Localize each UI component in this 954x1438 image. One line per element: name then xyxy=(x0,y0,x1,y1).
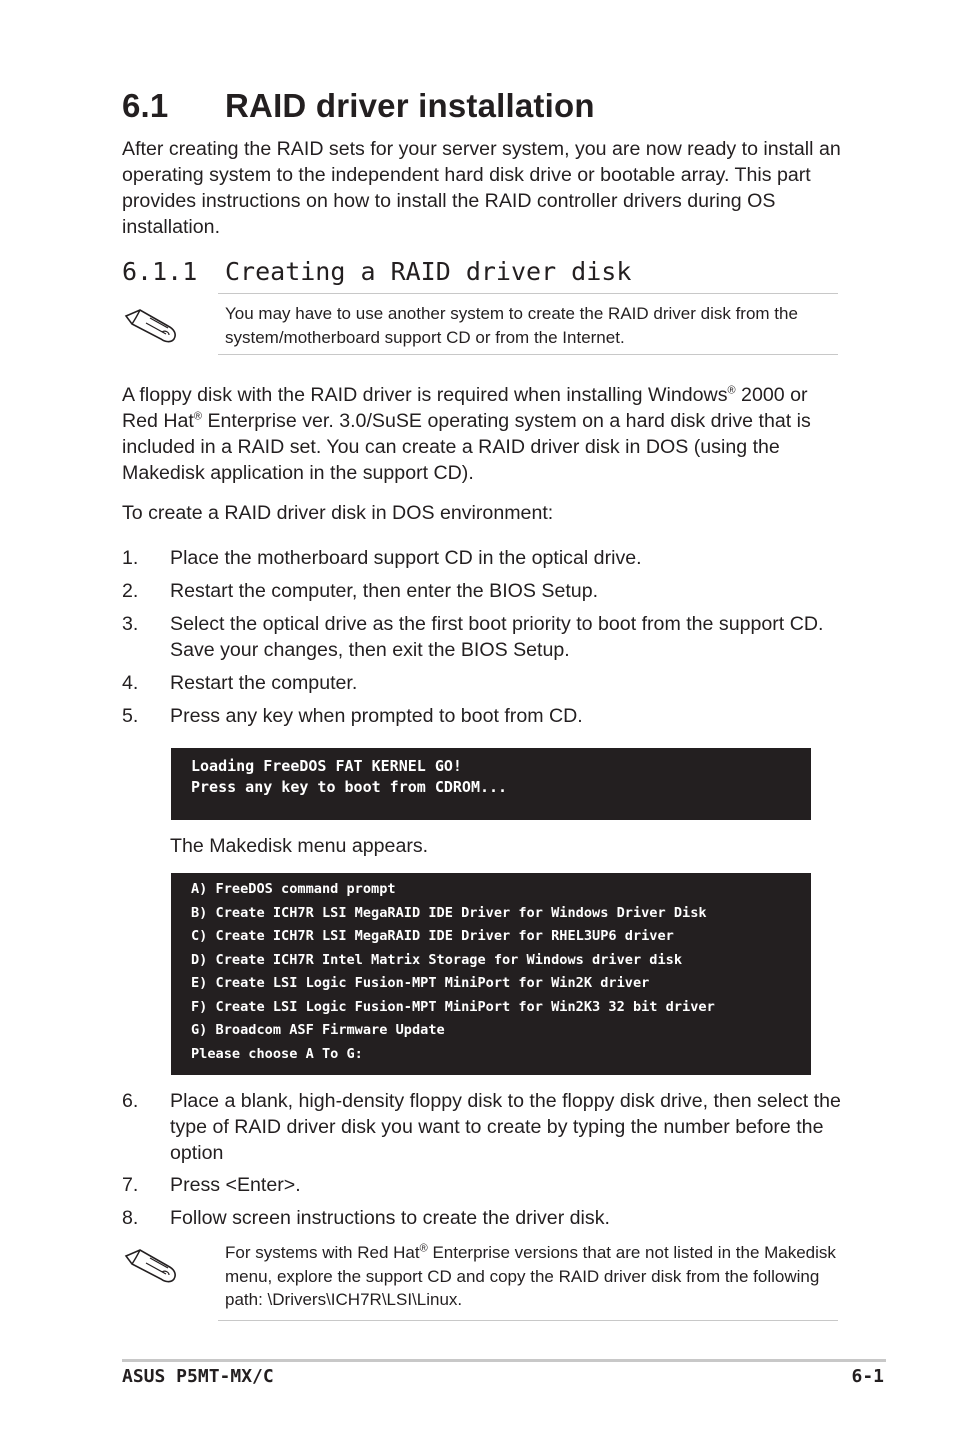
floppy-text-a: A floppy disk with the RAID driver is required when installing Windows xyxy=(122,384,728,406)
footer-page-number: 6-1 xyxy=(851,1366,884,1387)
step-number: 8. xyxy=(122,1207,139,1229)
floppy-paragraph xyxy=(122,382,842,486)
step-item xyxy=(122,1088,842,1166)
intro-paragraph: After creating the RAID sets for your server system, you are now ready to install an operating system to the independent hard disk drive or bootable array. This part provides instructions on how to install the RAID controller drivers during OS installation. xyxy=(122,138,841,238)
step-text: Place a blank, high-density floppy disk to the floppy disk drive, then select the type of RAID driver disk you want to create by typing the number before the option xyxy=(170,1090,841,1164)
step-text: Restart the computer. xyxy=(170,672,358,694)
step-text: Press <Enter>. xyxy=(170,1174,301,1196)
pencil-hand-icon xyxy=(124,304,180,344)
step-item xyxy=(122,611,842,663)
note-box-1 xyxy=(218,293,838,355)
subsection-heading xyxy=(122,256,631,288)
section-title: RAID driver installation xyxy=(225,87,595,124)
menu-prompt: Please choose A To G: xyxy=(191,1045,363,1062)
step-number: 6. xyxy=(122,1090,139,1112)
note-text-1: You may have to use another system to create the RAID driver disk from the system/motherboard support CD or from the Internet. xyxy=(225,304,798,347)
menu-option: F) Create LSI Logic Fusion-MPT MiniPort for Win2K3 32 bit driver xyxy=(191,998,715,1015)
menu-option: D) Create ICH7R Intel Matrix Storage for Windows driver disk xyxy=(191,951,683,968)
step-number: 1. xyxy=(122,547,139,569)
floppy-text-b: 2000 or Red Hat xyxy=(122,384,808,432)
step-item xyxy=(122,703,842,729)
registered-mark: ® xyxy=(419,1242,428,1255)
makedisk-menu-screen xyxy=(171,873,811,1075)
pencil-hand-icon xyxy=(124,1244,180,1284)
footer-rule xyxy=(122,1359,886,1362)
step-number: 4. xyxy=(122,672,139,694)
section-heading xyxy=(122,84,595,128)
note2-text-b: Enterprise versions that are not listed in the Makedisk menu, explore the support CD and copy the RAID driver disk from the following path: \Drivers\ICH7R\LSI\Linux. xyxy=(225,1243,836,1309)
section-number: 6.1 xyxy=(122,87,169,124)
step-number: 2. xyxy=(122,580,139,602)
note-box-2 xyxy=(218,1238,838,1321)
step-number: 3. xyxy=(122,613,139,635)
menu-option: E) Create LSI Logic Fusion-MPT MiniPort for Win2K driver xyxy=(191,975,650,991)
note-text-2 xyxy=(218,1241,838,1312)
step-text: Place the motherboard support CD in the optical drive. xyxy=(170,547,642,569)
step-item xyxy=(122,1205,842,1231)
menu-option: G) Broadcom ASF Firmware Update xyxy=(191,1022,445,1038)
step-item xyxy=(122,578,842,604)
menu-option: A) FreeDOS command prompt xyxy=(191,881,396,897)
step-text: Restart the computer, then enter the BIOS Setup. xyxy=(170,580,599,602)
step-text: Select the optical drive as the first boot priority to boot from the support CD. Save your changes, then exit the BIOS Setup. xyxy=(170,613,824,661)
step-item xyxy=(122,1172,842,1198)
subsection-title: Creating a RAID driver disk xyxy=(225,257,632,286)
steps-list-2 xyxy=(122,1088,842,1231)
steps-list-1 xyxy=(122,545,842,729)
step-number: 5. xyxy=(122,705,139,727)
menu-option: C) Create ICH7R LSI MegaRAID IDE Driver for RHEL3UP6 driver xyxy=(191,928,674,944)
dos-intro-paragraph: To create a RAID driver disk in DOS environment: xyxy=(122,502,554,524)
floppy-text-c: Enterprise ver. 3.0/SuSE operating system on a hard disk drive that is included in a RAID set. You can create a RAID driver disk in DOS (using the Makedisk application in the support CD). xyxy=(122,410,811,484)
step-item xyxy=(122,545,842,571)
step-text: Follow screen instructions to create the driver disk. xyxy=(170,1207,610,1229)
subsection-number: 6.1.1 xyxy=(122,257,198,286)
boot-screen xyxy=(171,748,811,820)
boot-line: Press any key to boot from CDROM... xyxy=(191,778,508,796)
note2-text-a: For systems with Red Hat xyxy=(225,1243,420,1262)
menu-option: B) Create ICH7R LSI MegaRAID IDE Driver for Windows Driver Disk xyxy=(191,904,707,921)
step-item xyxy=(122,670,842,696)
menu-caption: The Makedisk menu appears. xyxy=(170,835,429,857)
step-text: Press any key when prompted to boot from CD. xyxy=(170,705,583,727)
footer-product-name: ASUS P5MT-MX/C xyxy=(122,1366,274,1387)
registered-mark: ® xyxy=(193,410,202,423)
boot-line: Loading FreeDOS FAT KERNEL GO! xyxy=(191,757,462,775)
step-number: 7. xyxy=(122,1174,139,1196)
registered-mark: ® xyxy=(727,384,736,397)
